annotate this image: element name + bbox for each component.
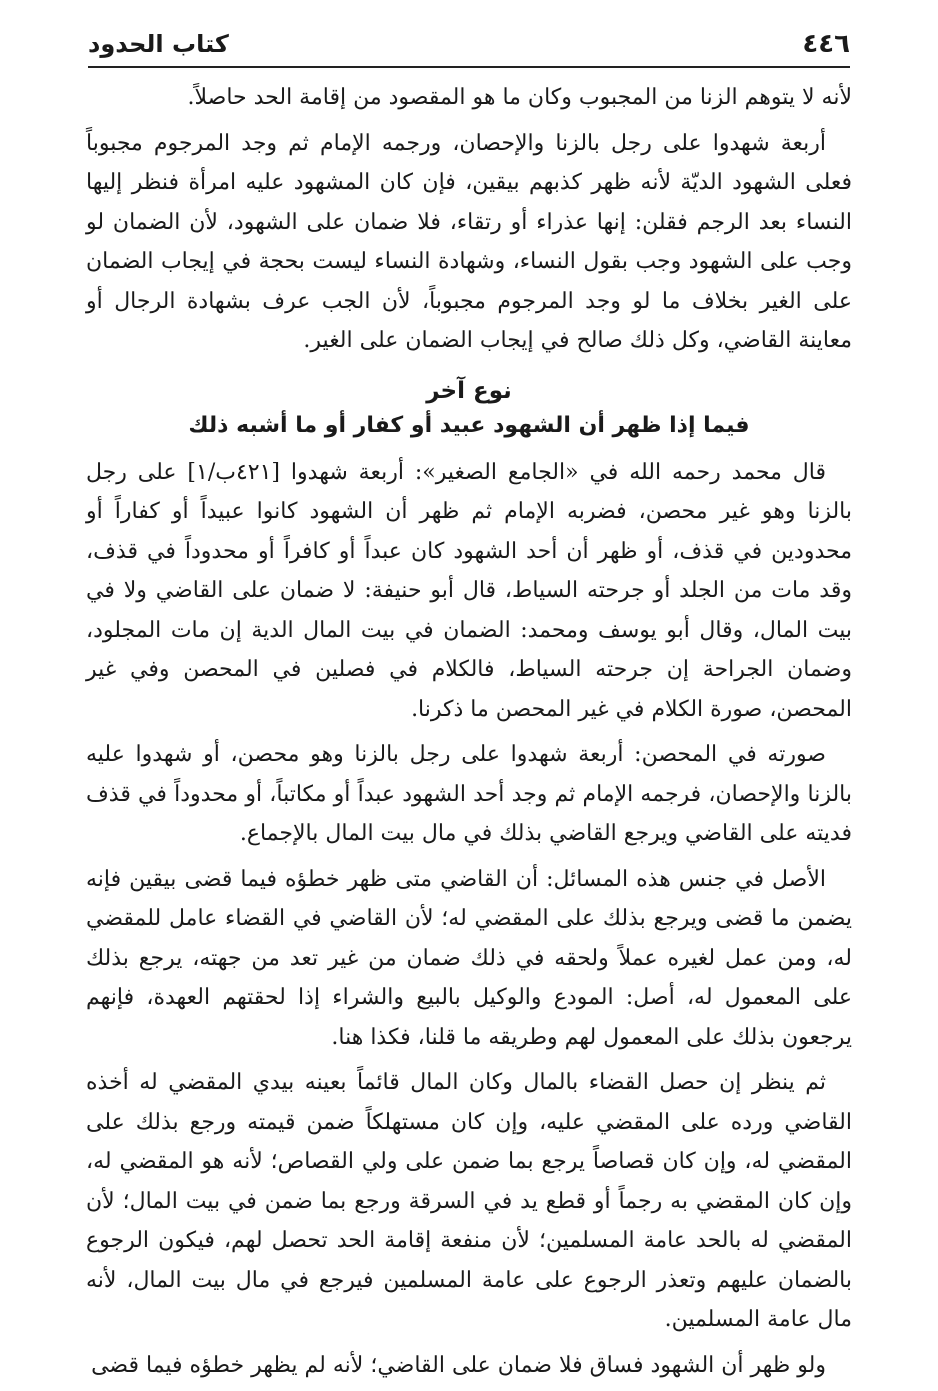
running-title: كتاب الحدود	[88, 30, 229, 58]
section-subtitle: فيما إذا ظهر أن الشهود عبيد أو كفار أو ما أشبه ذلك	[188, 412, 750, 438]
paragraph: ولو ظهر أن الشهود فساق فلا ضمان على القاضي؛ لأنه لم يظهر خطؤه فيما قضى	[91, 1352, 826, 1378]
paragraph: صورته في المحصن: أربعة شهدوا على رجل بالزنا وهو محصن، أو شهدوا عليه بالزنا والإحصان، فرجمه الإمام ثم وجد أحد الشهود عبداً أو مكاتباً، أو محدوداً في قذف فديته على القاضي ويرجع القاضي بذلك في مال بيت المال بالإجماع.	[86, 742, 852, 846]
paragraph: الأصل في جنس هذه المسائل: أن القاضي متى ظهر خطؤه فيما قضى بيقين فإنه يضمن ما قضى ويرجع بذلك على المقضي له؛ لأن القاضي في القضاء عامل للمقضي له، ومن عمل لغيره عملاً ولحقه في ذلك ضمان من غير تعد من جهته، يرجع بذلك على المعمول له، أصل: المودع والوكيل بالبيع والشراء إذا لحقتهم العهدة، فإنهم يرجعون بذلك على المعمول لهم وطريقه ما قلنا، فكذا هنا.	[86, 866, 852, 1050]
paragraph: أربعة شهدوا على رجل بالزنا والإحصان، ورجمه الإمام ثم وجد المرجوم مجبوباً فعلى الشهود الديّة لأنه ظهر كذبهم بيقين، فإن كان المشهود عليه امرأة فنظر إليها النساء بعد الرجم فقلن: إنها عذراء أو رتقاء، فلا ضمان على الشهود، لأن الضمان لو وجب على الشهود وجب بقول النساء، وشهادة النساء ليست بحجة في إيجاب الضمان على الغير بخلاف ما لو وجد المرجوم مجبوباً، لأن الجب عرف بشهادة الرجال أو معاينة القاضي، وكل ذلك صالح في إيجاب الضمان على الغير.	[86, 130, 852, 353]
paragraph: ثم ينظر إن حصل القضاء بالمال وكان المال قائماً بعينه بيدي المقضي له أخذه القاضي ورده على المقضي عليه، وإن كان مستهلكاً ضمن قيمته ورجع بذلك على المقضي له، وإن كان قصاصاً يرجع بما ضمن على ولي القصاص؛ لأنه هو المقضي له، وإن كان المقضي به رجماً أو قطع يد في السرقة ورجع بما ضمن في بيت المال؛ لأن المقضي له بالحد عامة المسلمين؛ لأن منفعة إقامة الحد تحصل لهم، فيكون الرجوع بالضمان عليهم وتعذر الرجوع على عامة المسلمين فيرجع في مال بيت المال، لأنه مال عامة المسلمين.	[86, 1070, 852, 1332]
page-number: ٤٤٦	[802, 29, 850, 59]
paragraph: قال محمد رحمه الله في «الجامع الصغير»: أربعة شهدوا [٤٢١ب/١] على رجل بالزنا وهو غير محصن، فضربه الإمام ثم ظهر أن الشهود كانوا عبيداً أو كفاراً أو محدودين في قذف، أو ظهر أن أحد الشهود كان عبداً أو كافراً أو محدوداً في قذف، وقد مات من الجلد أو جرحته السياط، قال أبو حنيفة: لا ضمان على القاضي ولا في بيت المال، وقال أبو يوسف ومحمد: الضمان في بيت المال الدية إن مات المجلود، وضمان الجراحة إن جرحته السياط، فالكلام في فصلين في المحصن وفي غير المحصن، صورة الكلام في غير المحصن ما ذكرنا.	[86, 459, 852, 722]
paragraph-continuation: لأنه لا يتوهم الزنا من المجبوب وكان ما هو المقصود من إقامة الحد حاصلاً.	[187, 85, 852, 110]
section-title: نوع آخر	[426, 377, 512, 404]
page-header	[88, 22, 850, 68]
body-text	[86, 78, 852, 1391]
